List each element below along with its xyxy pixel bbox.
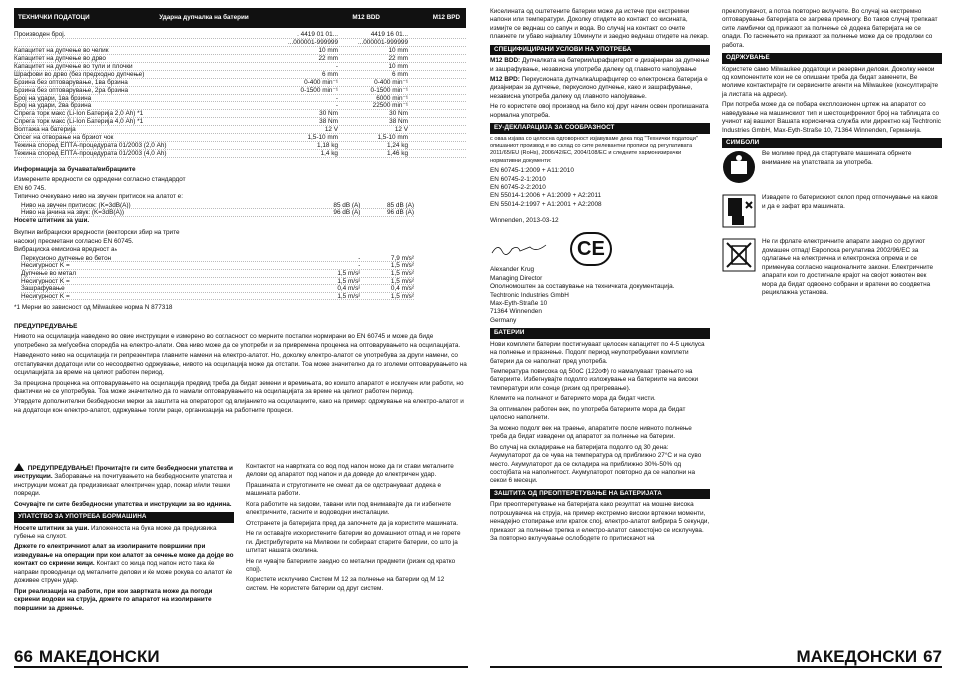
noise-intro2: EN 60 745.	[14, 184, 46, 192]
battery-paragraph: Во случај на складирање на батеријата подолго од 30 дена: Акумулаторот да се чува на температура од приближно 27°C и на суво место. Акумулаторот да се складира на приближно 30%-50% од состојбата на наполнетост. Акумулаторот повторно да се наполни на секои 6 месеци.	[490, 443, 702, 485]
warning-paragraph: Наведеното ниво на осцилација ги репрезентира главните намени на електро-алатот. Но, доколку електро-алатот се употребува за други намени, со отстапувачки додатоци или со несоодветно одржување, нивото на осцилација може да отстапи. Тоа може значително да го зголеми оптоварувањето на осцилацијата за време на целиот работен период.	[14, 352, 467, 377]
spec-label: Капацитет на дупчење во челик	[14, 46, 109, 54]
spec-bpd-label: M12 BPD:	[490, 76, 520, 84]
spec-bar: СПЕЦИФИЦИРАНИ УСЛОВИ НА УПОТРЕБА	[490, 45, 710, 55]
right-page	[490, 8, 942, 668]
spec-label: Спрега торк макс (Li-Ion Батерија 2,0 Ah) *1	[14, 110, 144, 118]
noise-ear: Носете штитник за уши.	[14, 217, 90, 224]
vibration-value-bdd: 0,4 m/s²	[337, 285, 361, 292]
footnote: *1 Мерни во зависност од Milwaukee норма N 877318	[14, 304, 173, 312]
spec-value-bpd: 12 V	[394, 126, 408, 134]
spec-row	[14, 142, 466, 150]
battery-bar: БАТЕРИИ	[490, 328, 710, 338]
spec-label: Опсег на отворање на брзиот чок	[14, 134, 114, 142]
specs-header	[14, 8, 466, 28]
noise-value-bdd: 96 dB (A)	[333, 209, 361, 216]
safety-ear-bold: Носете штитник за уши.	[14, 524, 90, 532]
noise-value-bpd: 85 dB (A)	[387, 201, 414, 209]
overload-continued: преклопувачот, а потоа повторно вклучете. Во случај на екстремно оптоварување батеријата се загрева премногу. Во таков случај трепкаат сите ламбички од приказот за полнење сѐ додека батеријата не се олади. По гаснењето на приказот за полнење може да се продолжи со работа.	[722, 8, 938, 49]
right-col1	[490, 8, 710, 545]
left-col1	[14, 463, 234, 615]
vibration-value-bpd: 1,5 m/s²	[390, 292, 414, 300]
vibration-value-bpd: 7,9 m/s²	[390, 254, 414, 262]
battery-paragraph: Нови комплети батерии постигнуваат целосен капацитет по 4-5 циклуса на полнење и празнење. Подолг период неупотребувани комплети батерии да се наполнат пред употреба.	[490, 340, 705, 365]
symbol-text-3: Не ги фрлате електричните апарати заедно со другиот домашен отпад! Европска регулатива 2002/96/EC за одлагање на електрична и електронска опрема и се применува согласно националните закони. Електричните апарати кои го достигнале крајот на својот животен век мора да бидат одвоено собрани и вратени во соодветна рециклажна установа.	[762, 238, 934, 297]
vibration-value-bdd: -	[358, 262, 361, 269]
signer-name: Alexander Krug	[490, 266, 535, 274]
noise-title: Информација за бучавата/вибрациите	[14, 166, 136, 173]
specs-header-title: ТЕХНИЧКИ ПОДАТОЦИ	[18, 13, 90, 21]
spec-row	[14, 134, 466, 142]
vibration-row	[21, 262, 414, 270]
spec-label: Спрега торк макс (Li-Ion Батерија 4,0 Ah) *1	[14, 118, 144, 126]
battery-paragraph: За можно подолг век на траење, апаратите после нивното полнење треба да бидат извадени од апаратот за полнење на батерии.	[490, 424, 692, 441]
company-line: Max-Eyth-Straße 10	[490, 300, 548, 307]
spec-value-bdd: 30 Nm	[319, 110, 338, 118]
page-number-right: 67	[923, 646, 942, 666]
spec-row	[14, 118, 466, 126]
spec-value-bpd: 10 mm	[388, 46, 408, 54]
battery-paragraph: Клемите на полначот и батерието мора да бидат чисти.	[490, 395, 656, 403]
vibration-label: Дупчење во метал	[21, 270, 77, 277]
symbol-remove-battery	[722, 194, 942, 228]
vibration-label: Перкусионо дупчење во бетон	[21, 254, 112, 262]
ce-norm: EN 55014-1:2006 + A1:2009 + A2:2011	[490, 192, 602, 200]
spec-value-bpd: 1,24 kg	[387, 142, 408, 150]
warning-triangle-icon	[14, 463, 24, 471]
symbol-text-1: Ве молиме пред да стартувате машината обрнете внимание на упатствата за употреба.	[762, 150, 912, 166]
spec-label: Брзина без оптоварување, 1ва брзина	[14, 78, 128, 86]
spec-value-bdd: 1,18 kg	[317, 142, 338, 150]
noise-section	[14, 166, 468, 313]
spec-row	[14, 71, 466, 79]
left-page	[14, 8, 468, 668]
ce-norm: EN 60745-2-2:2010	[490, 183, 546, 191]
spec-value-bdd: -	[335, 102, 338, 110]
vibration-value-bdd: -	[358, 254, 361, 262]
spec-value-bpd: 0-400 min⁻¹	[374, 78, 408, 86]
warning-section	[14, 323, 468, 416]
safety-paragraph: Прашината и струготините не смеат да се одстрануваат додека е машината работи.	[246, 481, 442, 498]
specs-header-model1: M12 BDD	[352, 13, 380, 21]
battery-acid-warning: Киселината од оштетените батерии може да истече при екстремни напони или температури. Доколку отидете во контакт со кисината, измијте се веднаш со сапун и вода. Во случај на контакт со очите плакнете ги убаво најмалку 10минути и заедно веднаш отидете на лекар.	[490, 8, 709, 41]
spec-row	[14, 110, 466, 118]
spec-value-bdd: 1,4 kg	[320, 150, 338, 157]
noise-value-bdd: 85 dB (A)	[333, 201, 361, 209]
maintenance-paragraph: При потреба може да се побара експлозионен цртеж на апаратот со наведување на машинскиот тип и шестоцифрениот број на таблицата со учинот кај вашиот Вашата корисничка служба или директно кај Techtronic Industries GmbH, Max-Eyth-Straße 10, 71364 Winnenden, Германија.	[722, 101, 941, 134]
warning-title: ПРЕДУПРЕДУВАЊЕ	[14, 322, 78, 330]
spec-value-bdd: ...000001-999999	[287, 38, 338, 46]
spec-value-bpd: 4419 16 01...	[370, 31, 408, 38]
noise-label: Ниво на звучен притисок: (K=3dB(A))	[21, 201, 131, 209]
specs-table	[14, 8, 466, 158]
company-line: Germany	[490, 316, 517, 324]
spec-row	[14, 126, 466, 134]
right-footer	[490, 648, 942, 668]
vibration-value-bdd: 1,5 m/s²	[337, 270, 361, 277]
specs-header-model2: M12 BPD	[432, 13, 460, 21]
noise-intro1: Измерените вредности се одредени согласно стандардот	[14, 176, 186, 184]
spec-label: Шрафови во дрво (без предходно дупчење)	[14, 70, 145, 78]
safety-grip: Контакт со жица под напон исто така ќе направи проводници од металните делови и ќе може рокува со алатот ќе доживее струен удар.	[14, 560, 233, 585]
ce-norm: EN 60745-1:2009 + A11:2010	[490, 167, 574, 175]
ce-norm: EN 60745-2-1:2010	[490, 175, 546, 183]
safety-paragraph: Контактот на навртката со вод под напон може да ги стави металните делови од апаратот под напон и да доведе до електричен удар.	[246, 463, 454, 479]
page-number-left: 66	[14, 646, 33, 666]
company-line: 71364 Winnenden	[490, 308, 542, 316]
warning-paragraph: Утврдете дополнителни безбедносни мерки за заштита на операторот од влијанието на осцилациите, како на пример: одржување на електро-алатот и на додатоци кон електро-алатот, одржување топли раце, организација на работните процеси.	[14, 398, 464, 414]
spec-label: Број на удари, 2ва брзина	[14, 102, 92, 110]
spec-value-bdd: -	[335, 62, 338, 70]
symbol-text-2: Извадете го батерискиот склоп пред отпочнување на каков и да е зафат врз машината.	[762, 194, 938, 210]
spec-value-bpd: 1,5-10 mm	[377, 134, 408, 142]
left-col2	[246, 463, 466, 615]
spec-value-bdd: 0-400 min⁻¹	[304, 78, 338, 86]
safety-paragraph: Кога работите на ѕидови, тавани или под внимавајте да ги избегнете електричните, гасните и водоводни инсталации.	[246, 500, 452, 517]
safety-bar: УПАТСТВО ЗА УПОТРЕБА БОРМАШИНА	[14, 512, 234, 522]
safety-paragraph: Користете исклучиво Систем М 12 за полнење на батерии од М 12 систем. Не користете батерии од друг систем.	[246, 576, 445, 592]
col1-keep: Сочувајте ги сите безбедносни упатства и инструкции за во иднина.	[14, 500, 232, 508]
vibration-row	[21, 278, 414, 286]
spec-value-bdd: 12 V	[324, 126, 338, 134]
vibration-row	[21, 285, 414, 293]
safety-paragraph: Не ги чувајте батериите заедно со метални предмети (ризик од кратко спој).	[246, 557, 456, 573]
symbols-bar: СИМБОЛИ	[722, 138, 942, 148]
spec-value-bdd: 22 mm	[318, 54, 338, 62]
battery-paragraph: Температура повисока од 50оС (122оФ) го намалуваат траењето на батериите. Избегнувајте подолго изложување на батериите на високи температури или сонце (ризик од прегревање).	[490, 368, 699, 392]
vibration-row	[21, 293, 414, 301]
vibration-value-bpd: 1,5 m/s²	[390, 277, 414, 285]
safety-paragraph: Отстранете ја батеријата пред да започнете да ја користите машината.	[246, 519, 459, 527]
ce-text: с оваа изјава со целосна одговорност изјавуваме дека под "Технички податоци" опишаниот производ е во склад со сите релевантни прописи од регулативата 2011/65/EU (RoHs), 2006/42/EC, 2004/108/EC и следните хармонизирачки нормативни документи:	[490, 135, 698, 164]
spec-label: Производен број.	[14, 31, 66, 38]
vib-intro2: насоки) пресметани согласно EN 60745.	[14, 237, 134, 245]
ce-norm: EN 55014-2:1997 + A1:2001 + A2:2008	[490, 200, 602, 208]
spec-value-bpd: 6 mm	[392, 70, 408, 78]
spec-label: Тежина според ЕПТА-процедурата 01/2003 (4,0 Ah)	[14, 150, 167, 157]
vibration-value-bpd: 1,5 m/s²	[390, 262, 414, 269]
safety-paragraph: Не ги оставајте искористените батерии во домашниот отпад и не горете ги. Дистрибутерите на Милвоки ги собираат старите батерии, со што ја штитат нашата околина.	[246, 530, 461, 555]
noise-intro3: Типично очекувано ниво на звучен притисок на алатот е:	[14, 193, 184, 201]
ce-bar: ЕУ-ДЕКЛАРАЦИЈА ЗА СООБРАЗНОСТ	[490, 123, 710, 133]
spec-row	[14, 47, 466, 55]
left-columns	[14, 463, 468, 615]
page-title-right: МАКЕДОНСКИ	[796, 646, 918, 666]
vibration-row	[21, 255, 414, 263]
spec-label: Капацитет на дупчење во дрво	[14, 54, 106, 62]
spec-value-bdd: 38 Nm	[319, 118, 338, 126]
spec-value-bpd: 38 Nm	[389, 118, 408, 126]
vibration-value-bpd: 1,5 m/s²	[390, 270, 414, 277]
col1-warn-body: Заборавање на почитувањето на безбедносните упатства и инструкции можат да предизвикаат електричен удар, пожар и/или тешки повреди.	[14, 473, 233, 498]
spec-label: Волтажа на батерија	[14, 126, 76, 134]
spec-row	[14, 31, 466, 39]
read-manual-icon	[722, 150, 756, 184]
spec-value-bdd: . 4419 01 01...	[297, 31, 338, 38]
specs-header-product: Ударна дупчалка на батерии	[159, 13, 249, 21]
spec-bdd-label: M12 BDD:	[490, 57, 521, 65]
spec-bpd: Перкусионата дупчалка/шрафцигер со електронска батерија е дизајниран за дупчење, перкусионо дупчење, како и зашрафување, независна употреба далеку од главното напојување.	[490, 76, 708, 100]
noise-value-bpd: 96 dB (A)	[387, 209, 414, 216]
spec-label: Брзина без оптоварување, 2ра брзина	[14, 86, 129, 94]
vibration-label: Несигурност K =	[21, 277, 70, 285]
noise-row	[21, 209, 414, 217]
spec-value-bdd: 0-1500 min⁻¹	[300, 86, 338, 94]
maintenance-bar: ОДРЖУВАЊЕ	[722, 53, 942, 63]
spec-row	[14, 39, 466, 47]
col1-warn-title: ПРЕДУПРЕДУВАЊЕ! Прочитајте ги сите безбедносни упатства и инструкции.	[14, 465, 233, 481]
warning-paragraph: За прецизна проценка на оптоварувањето на осцилација предвид треба да бидат земени и времињата, во коишто апаратот е исклучен или работи, но фактички не се употребува. Тоа може значително да го намали оптоварувањето на осцилацијата за време на целиот работен период.	[14, 379, 464, 395]
spec-row	[14, 87, 466, 95]
spec-label: Број на удари, 1ва брзина	[14, 94, 92, 102]
spec-row	[14, 102, 466, 110]
vibration-label: Несигурност K =	[21, 262, 70, 269]
spec-value-bpd: 0-1500 min⁻¹	[370, 86, 408, 94]
spec-row	[14, 55, 466, 63]
spec-value-bpd: 1,46 kg	[387, 150, 408, 157]
spec-row	[14, 63, 466, 71]
spec-value-bpd: 6000 min⁻¹	[376, 94, 408, 102]
spec-value-bpd: ...000001-999999	[357, 38, 408, 46]
noise-label: Ниво на јачина на звук: (K=3dB(A))	[21, 209, 125, 216]
vibration-value-bdd: 1,5 m/s²	[337, 292, 361, 300]
signature-image	[490, 241, 550, 257]
spec-bdd: Дупчалката на батерии/шрафцигерот е дизајниран за дупчење и зашрафување, независна употреба далеку од главното напојување	[490, 57, 710, 73]
symbol-read-manual	[722, 150, 942, 184]
spec-row	[14, 150, 466, 158]
spec-label	[14, 39, 210, 46]
ce-place: Winnenden, 2013-03-12	[490, 217, 559, 225]
safety-hidden-bold: При реализација на работи, при кои завртката може да погоди скриени водови на струја, држете го апаратот на изолираните површини за држење.	[14, 587, 213, 612]
spec-row	[14, 95, 466, 103]
spec-value-bpd: 30 Nm	[389, 110, 408, 118]
spec-label: Тежина според ЕПТА-процедурата 01/2003 (2,0 Ah)	[14, 142, 167, 150]
vib-intro1: Вкупни вибрациски вредности (векторски збир на трите	[14, 229, 180, 237]
spec-value-bpd: 10 mm	[388, 62, 408, 70]
vibration-label: Зашрафување	[21, 285, 65, 292]
spec-value-bdd: 1,5-10 mm	[307, 134, 338, 142]
symbol-weee	[722, 238, 942, 297]
page-title-left: МАКЕДОНСКИ	[38, 646, 160, 666]
spec-row	[14, 79, 466, 87]
safety-ear: Изложеноста на бука може да предизвика губење на слухот.	[14, 524, 217, 541]
battery-paragraph: За оптимален работен век, по употреба батериите мора да бидат целосно наполнети.	[490, 405, 686, 422]
crossed-bin-icon	[722, 238, 756, 272]
vibration-row	[21, 270, 414, 278]
spec-value-bdd: 6 mm	[322, 70, 338, 78]
maintenance-paragraph: Користете само Milwaukee додатоци и резервни делови. Доколку некои од компонентите кои не се опишани треба да бидат заменети, Ве молиме контактирајте ги сервисните агенти на Milwaukee (консултирајте ја листата на адреси).	[722, 65, 939, 98]
spec-value-bpd: 22 mm	[388, 54, 408, 62]
overload-text: При преоптеретување на батеријата како резултат на мошне висока потрошувачка на струја, на пример екстремно високи вртежни моменти, ненадејно стопирање или краток спој, електро-алатот вибрира 5 секунди, приказот за полнење трепка и електро-алатот самостојно се исклучува. За повторно вклучување ослободете го притискачот на	[490, 501, 710, 543]
company-line: Techtronic Industries GmbH	[490, 291, 569, 299]
authorized-text: Ополномоштен за составување на техничката документација.	[490, 283, 675, 291]
signer-role: Managing Director	[490, 274, 543, 282]
vibration-label: Несигурност K =	[21, 292, 70, 300]
vibration-value-bdd: 1,5 m/s²	[337, 277, 361, 285]
ce-mark: CE	[570, 232, 612, 266]
left-footer	[14, 648, 468, 668]
spec-value-bdd: 10 mm	[318, 46, 338, 54]
spec-value-bdd: -	[335, 94, 338, 102]
vibration-value-bpd: 0,4 m/s²	[390, 285, 414, 292]
warning-paragraph: Нивото на осцилација наведено во овие инструкции е измерено во согласност со мерните постапки нормирани во EN 60745 и може да биде употребено за меѓусебна споредба на електро-алати. Ова ниво може да се употреби и за привремена проценка на оптоварувањето на осцилацијата.	[14, 333, 461, 349]
remove-battery-icon	[722, 194, 756, 228]
vib-intro3: Вибрациска емисиона вредност aₕ	[14, 246, 118, 254]
spec-value-bpd: 22500 min⁻¹	[372, 102, 408, 110]
noise-row	[21, 202, 414, 210]
right-col2	[722, 8, 942, 545]
safety-grip-bold: Држете го електричниот алат за изолираните површини при изведување на операции при кои алатот за сечење може да дојде во контакт со скриени жици.	[14, 543, 234, 568]
overload-bar: ЗАШТИТА ОД ПРЕОПТЕРЕТУВАЊЕ НА БАТЕРИЈАТА	[490, 489, 710, 499]
spec-label: Капацитет на дупчење во тули и плочки	[14, 62, 133, 70]
spec-note: Не го користете овој производ на било кој друг начин освен пропишаната нормална употреба.	[490, 103, 709, 119]
